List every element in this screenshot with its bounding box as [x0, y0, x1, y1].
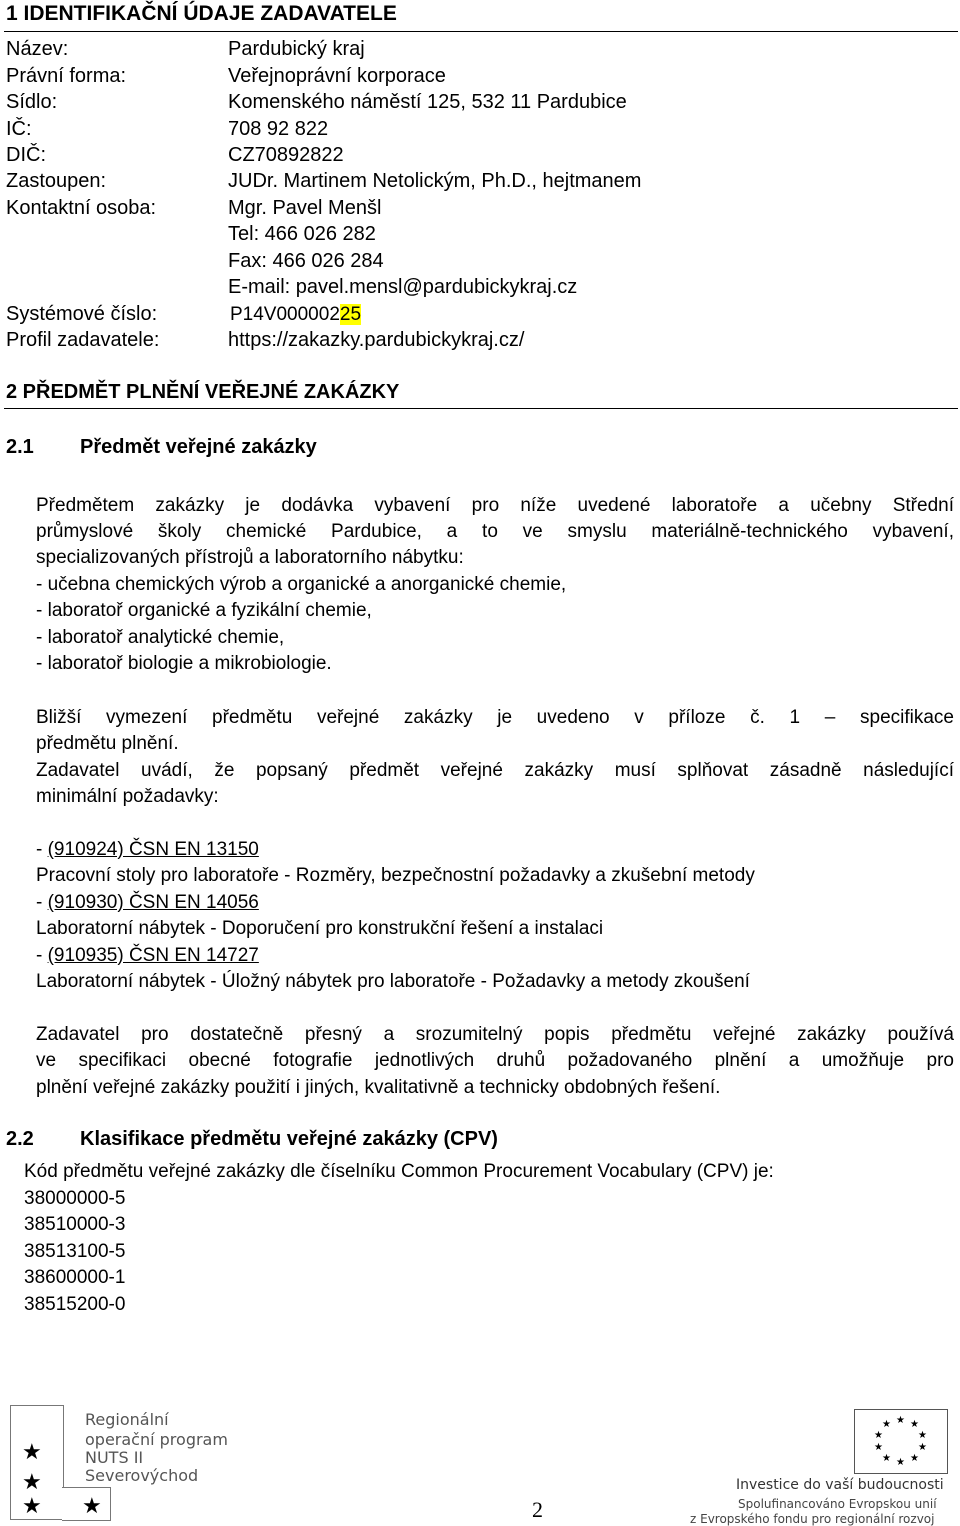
- page-number: 2: [532, 1497, 543, 1522]
- star-icon: ★: [22, 1493, 42, 1518]
- eu-cofinanced: Spolufinancováno Evropskou unií: [738, 1497, 937, 1511]
- standard-code-text: (910935) ČSN EN 14727: [47, 945, 259, 966]
- field-label: Sídlo:: [6, 91, 58, 113]
- paragraph-line: předmětu plnění.: [36, 733, 179, 754]
- paragraph-line: specializovaných přístrojů a laboratorního nábytku:: [36, 547, 464, 568]
- contact-tel: Tel: 466 026 282: [228, 223, 376, 245]
- field-label: Kontaktní osoba:: [6, 197, 157, 219]
- cpv-code: 38000000-5: [24, 1188, 126, 1209]
- paragraph-line: Bližší vymezení předmětu veřejné zakázky je uvedeno v příloze č. 1 – specifikace: [36, 707, 954, 728]
- field-value: 708 92 822: [228, 118, 329, 140]
- paragraph-line: - laboratoř analytické chemie,: [36, 627, 285, 648]
- eu-flag-icon: ★ ★ ★ ★ ★ ★ ★ ★ ★ ★: [854, 1409, 948, 1474]
- list-dash: -: [36, 945, 48, 966]
- cpv-code: 38513100-5: [24, 1240, 126, 1262]
- cpv-code: 38510000-3: [24, 1214, 126, 1236]
- field-label: Zastoupen:: [6, 170, 107, 192]
- paragraph-line: průmyslové školy chemické Pardubice, a to ve smyslu materiálně-technického vybavení,: [36, 521, 954, 542]
- rop-logo-line-3: NUTS II Severovýchod: [85, 1448, 199, 1485]
- section-2-rule: [4, 408, 958, 409]
- section-1-rule: [4, 31, 958, 32]
- star-icon: ★: [22, 1469, 42, 1494]
- standard-code: [36, 839, 259, 861]
- field-value: JUDr. Martinem Netolickým, Ph.D., hejtmanem: [228, 170, 642, 192]
- profile-label: Profil zadavatele:: [6, 329, 160, 351]
- field-value: Pardubický kraj: [228, 38, 365, 60]
- rop-logo-line-1: Regionální: [85, 1410, 169, 1429]
- list-dash: -: [36, 892, 48, 913]
- subsection-2-1-title: Předmět veřejné zakázky: [80, 436, 317, 458]
- field-value: Komenského náměstí 125, 532 11 Pardubice: [228, 91, 627, 113]
- field-label: IČ:: [6, 118, 32, 140]
- paragraph-line: - laboratoř biologie a mikrobiologie.: [36, 653, 332, 674]
- paragraph-line: Předmětem zakázky je dodávka vybavení pro níže uvedené laboratoře a učebny Střední: [36, 495, 954, 516]
- standard-description: Laboratorní nábytek - Úložný nábytek pro laboratoře - Požadavky a metody zkoušení: [36, 971, 750, 992]
- field-value: Mgr. Pavel Menšl: [228, 197, 382, 219]
- paragraph-line: ve specifikaci obecné fotografie jednotlivých druhů požadovaného plnění a umožňuje pro: [36, 1050, 954, 1071]
- rop-logo: [10, 1405, 240, 1525]
- field-label: Název:: [6, 38, 69, 60]
- paragraph-line: Zadavatel uvádí, že popsaný předmět veřejné zakázky musí splňovat zásadně následující: [36, 760, 954, 781]
- cpv-code: 38515200-0: [24, 1293, 126, 1315]
- eu-fund: z Evropského fondu pro regionální rozvoj: [690, 1512, 935, 1526]
- star-icon: ★: [22, 1439, 42, 1464]
- system-number-highlight: 25: [339, 304, 362, 325]
- profile-link[interactable]: https://zakazky.pardubickykraj.cz/: [228, 329, 525, 351]
- standard-code: [36, 945, 259, 967]
- system-number-label: Systémové číslo:: [6, 303, 158, 325]
- standard-description: Laboratorní nábytek - Doporučení pro konstrukční řešení a instalaci: [36, 918, 604, 939]
- paragraph-line: - laboratoř organické a fyzikální chemie,: [36, 600, 372, 621]
- standard-code-text: (910930) ČSN EN 14056: [47, 892, 259, 913]
- paragraph-line: - učebna chemických výrob a organické a anorganické chemie,: [36, 574, 567, 595]
- subsection-2-2-number: 2.2: [6, 1128, 34, 1150]
- field-label: DIČ:: [6, 144, 46, 166]
- system-number-plain: P14V000002: [230, 304, 340, 325]
- standard-code: [36, 892, 259, 914]
- cpv-code: 38600000-1: [24, 1267, 126, 1289]
- list-dash: -: [36, 839, 48, 860]
- field-label: Právní forma:: [6, 65, 127, 87]
- contact-fax: Fax: 466 026 284: [228, 250, 384, 272]
- cpv-intro: Kód předmětu veřejné zakázky dle číselníku Common Procurement Vocabulary (CPV) je:: [24, 1161, 774, 1182]
- paragraph-line: plnění veřejné zakázky použití i jiných, kvalitativně a technicky obdobných řešení.: [36, 1077, 721, 1098]
- subsection-2-1-number: 2.1: [6, 436, 34, 458]
- star-icon: ★: [82, 1493, 102, 1518]
- paragraph-line: Zadavatel pro dostatečně přesný a srozumitelný popis předmětu veřejné zakázky používá: [36, 1024, 954, 1045]
- section-2-heading: 2 PŘEDMĚT PLNĚNÍ VEŘEJNÉ ZAKÁZKY: [6, 381, 400, 403]
- field-value: CZ70892822: [228, 144, 344, 166]
- rop-logo-line-2: operační program: [85, 1430, 228, 1449]
- paragraph-line: minimální požadavky:: [36, 786, 219, 807]
- eu-slogan: Investice do vaší budoucnosti: [736, 1477, 944, 1493]
- field-value: Veřejnoprávní korporace: [228, 65, 446, 87]
- subsection-2-2-title: Klasifikace předmětu veřejné zakázky (CPV): [80, 1128, 498, 1150]
- standard-code-text: (910924) ČSN EN 13150: [47, 839, 259, 860]
- section-1-heading: 1 IDENTIFIKAČNÍ ÚDAJE ZADAVATELE: [6, 2, 397, 25]
- system-number-value: [230, 304, 361, 326]
- contact-email[interactable]: E-mail: pavel.mensl@pardubickykraj.cz: [228, 276, 578, 298]
- standard-description: Pracovní stoly pro laboratoře - Rozměry, bezpečnostní požadavky a zkušební metody: [36, 865, 755, 886]
